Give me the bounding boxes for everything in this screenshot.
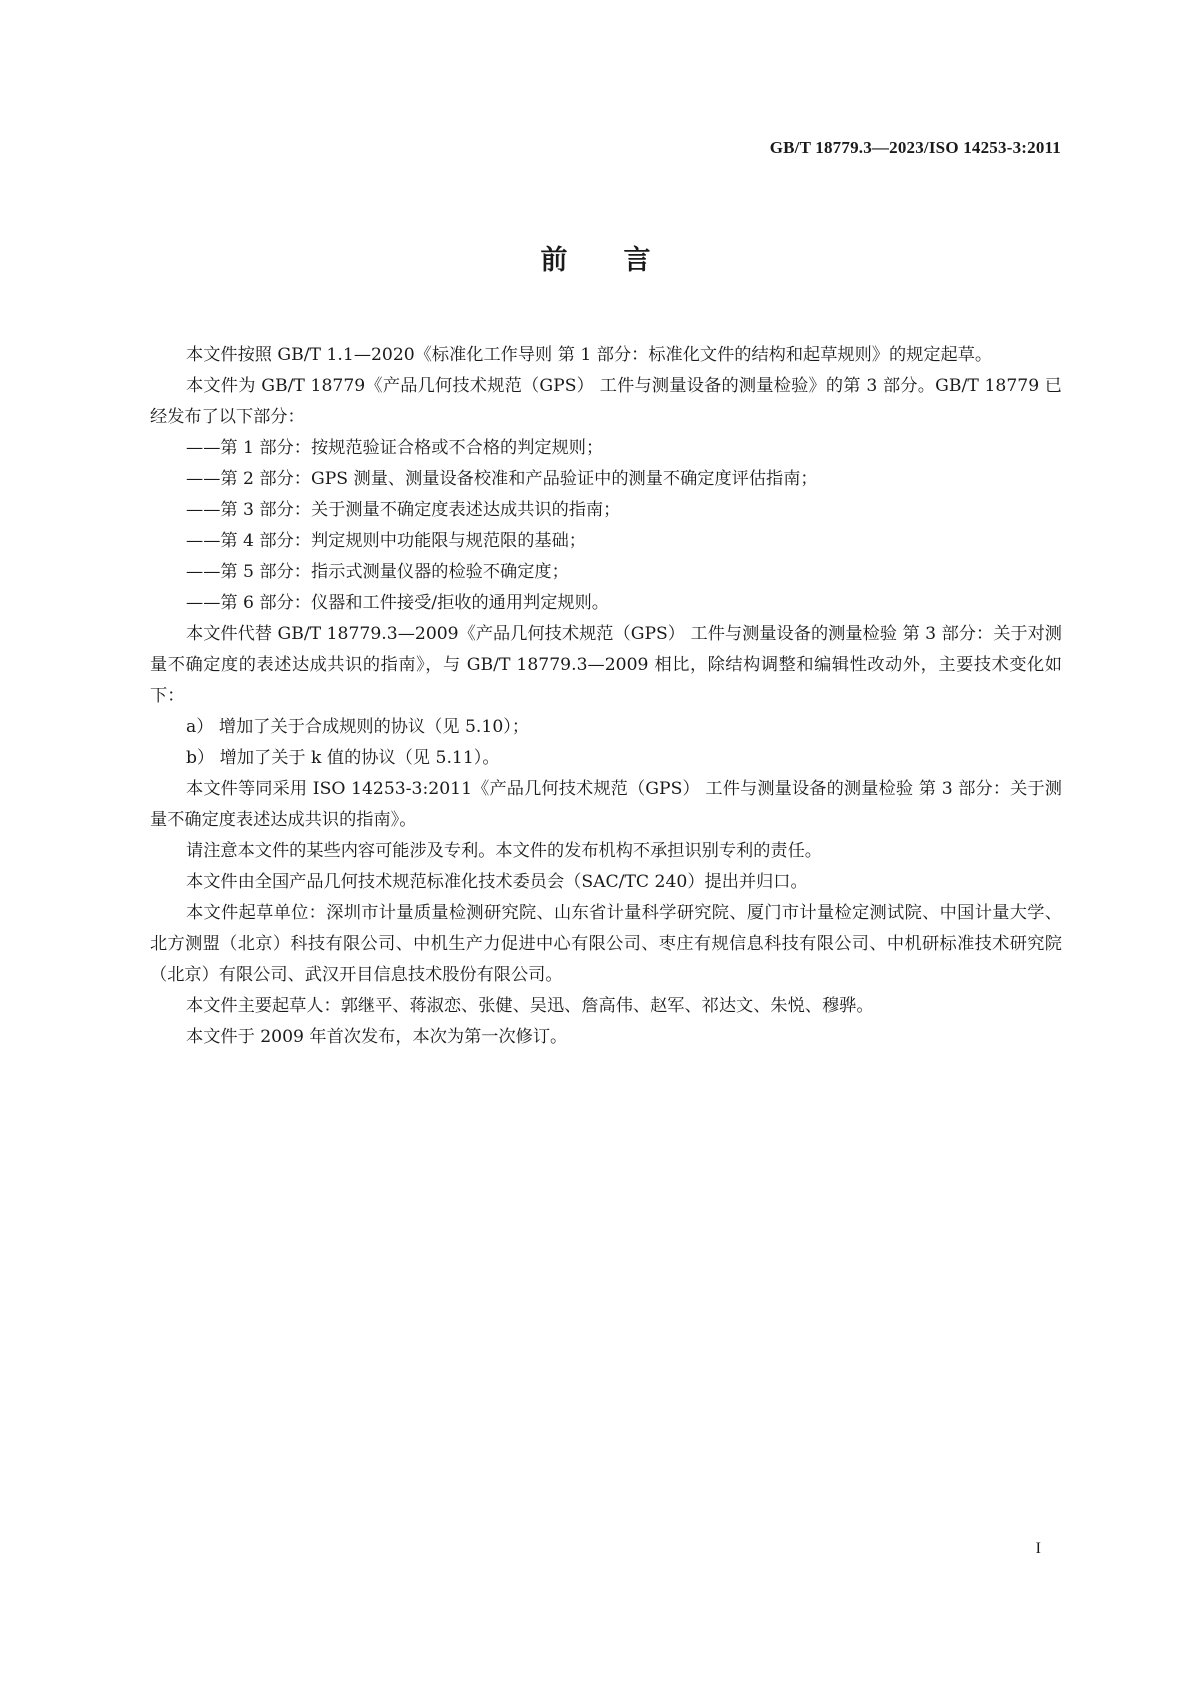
paragraph-committee: 本文件由全国产品几何技术规范标准化技术委员会（SAC/TC 240）提出并归口。 <box>186 872 808 892</box>
page-number: I <box>1035 1540 1041 1557</box>
document-body <box>150 340 1062 1053</box>
paragraph-drafters: 本文件主要起草人：郭继平、蒋淑恋、张健、吴迅、詹高伟、赵军、祁达文、朱悦、穆骅。 <box>186 996 874 1016</box>
list-item-change-b: b） 增加了关于 k 值的协议（见 5.11）。 <box>186 748 500 768</box>
list-item-part-2: ——第 2 部分：GPS 测量、测量设备校准和产品验证中的测量不确定度评估指南； <box>186 469 818 489</box>
list-item-part-5: ——第 5 部分：指示式测量仪器的检验不确定度； <box>186 562 569 582</box>
list-item-part-6: ——第 6 部分：仪器和工件接受/拒收的通用判定规则。 <box>186 593 609 613</box>
paragraph-replacement: 本文件代替 GB/T 18779.3—2009《产品几何技术规范（GPS） 工件与测量设备的测量检验 第 3 部分：关于对测量不确定度的表述达成共识的指南》，与 GB/T 18779.3—2009 相比，除结构调整和编辑性改动外，主要技术变化如下： <box>150 624 1062 706</box>
paragraph-history: 本文件于 2009 年首次发布，本次为第一次修订。 <box>186 1027 568 1047</box>
list-item-part-3: ——第 3 部分：关于测量不确定度表述达成共识的指南； <box>186 500 621 520</box>
paragraph-series-intro: 本文件为 GB/T 18779《产品几何技术规范（GPS） 工件与测量设备的测量检验》的第 3 部分。GB/T 18779 已经发布了以下部分： <box>150 376 1062 427</box>
paragraph-iso-adoption: 本文件等同采用 ISO 14253-3:2011《产品几何技术规范（GPS） 工件与测量设备的测量检验 第 3 部分：关于测量不确定度表述达成共识的指南》。 <box>150 779 1062 830</box>
standard-number-header: GB/T 18779.3—2023/ISO 14253-3:2011 <box>769 138 1061 157</box>
list-item-change-a: a） 增加了关于合成规则的协议（见 5.10）； <box>186 717 530 737</box>
list-item-part-1: ——第 1 部分：按规范验证合格或不合格的判定规则； <box>186 438 604 458</box>
paragraph-drafting-rules: 本文件按照 GB/T 1.1—2020《标准化工作导则 第 1 部分：标准化文件的结构和起草规则》的规定起草。 <box>186 345 993 365</box>
list-item-part-4: ——第 4 部分：判定规则中功能限与规范限的基础； <box>186 531 586 551</box>
paragraph-drafting-units: 本文件起草单位：深圳市计量质量检测研究院、山东省计量科学研究院、厦门市计量检定测试院、中国计量大学、北方测盟（北京）科技有限公司、中机生产力促进中心有限公司、枣庄有规信息科技有限公司、中机研标准技术研究院（北京）有限公司、武汉开目信息技术股份有限公司。 <box>150 903 1062 985</box>
page-title: 前言 <box>540 245 707 276</box>
paragraph-patent-notice: 请注意本文件的某些内容可能涉及专利。本文件的发布机构不承担识别专利的责任。 <box>186 841 822 861</box>
